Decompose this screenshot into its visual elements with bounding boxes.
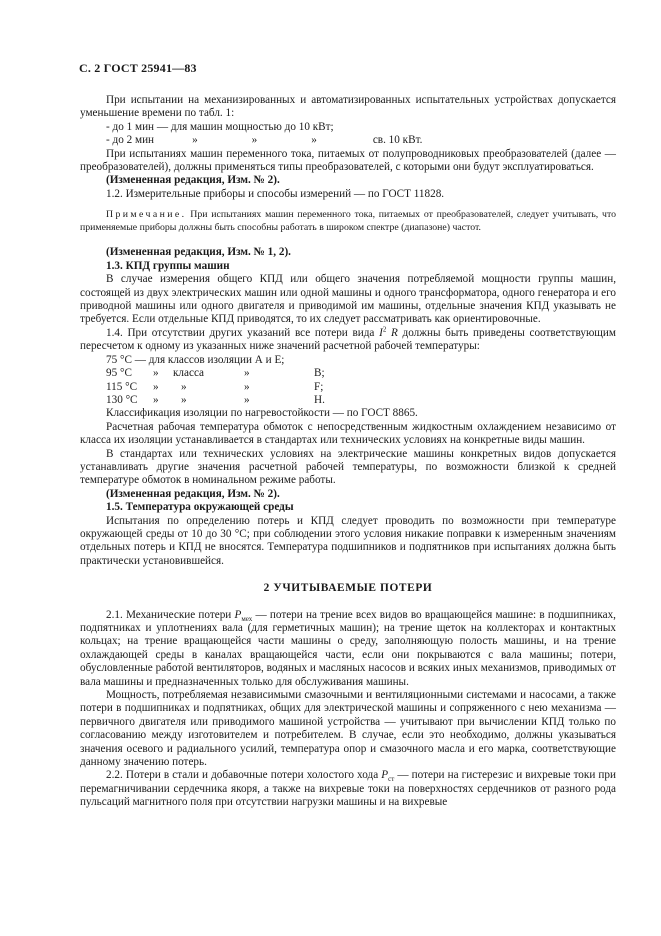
paragraph: Мощность, потребляемая независимыми смазочными и вентиляционными системами и насосами, а также потери в подшипниках и подпятниках, общих для электрической машины и сопряженного с нею механизма — первичного двигателя или приводимого машиной устройства — учитывают при вычислении КПД только по согласованию между изготовителем и потребителем. В случае, если это необходимо, должны указываться значения осевого и радиального усилий, температура опор и смазочного масла и его марка, соответствующие данному значению потерь. — [80, 689, 616, 769]
amendment-note: (Измененная редакция, Изм. № 1, 2). — [106, 246, 291, 259]
page-header: С. 2 ГОСТ 25941—83 — [79, 61, 197, 75]
document-body — [80, 94, 616, 810]
ditto-mark: » — [251, 134, 258, 147]
paragraph: Расчетная рабочая температура обмоток с непосредственным жидкостным охлаждением независимо от класса их изоляции устанавливается в стандартах или технических условиях на конкретные виды машин. — [80, 420, 616, 447]
ditto-mark: » — [311, 134, 317, 147]
paragraph: 2.2. Потери в стали и добавочные потери холостого хода $P_{ст}$ — потери на гистерезис и вихревые токи при перемагничивании сердечника якоря, а также на вихревые токи на поверхностях сердечников от разного рода пульсаций магнитного поля при отсутствии нагрузки машины и на вихревые — [80, 769, 616, 809]
table-row: 95 °С » класса » В; — [106, 367, 325, 380]
paragraph: При испытаниях машин переменного тока, питаемых от полупроводниковых преобразователей (далее — преобразователей), должны применяться типы преобразователей, с которыми они будут эксплуатироваться. — [80, 147, 616, 174]
note — [80, 209, 616, 234]
paragraph: 1.4. При отсутствии других указаний все потери вида $I^2$ R должны быть приведены соответствующим пересчетом к одному из указанных ниже значений расчетной рабочей температуры: — [80, 325, 616, 353]
paragraph: Испытания по определению потерь и КПД следует проводить по возможности при температуре окружающей среды от 10 до 30 °С; при соблюдении этого условия никакие поправки к измеренным значениям отдельных потерь и КПД не вносятся. Температура подшипников и подпятников при испытаниях должна быть практически установившейся. — [80, 514, 616, 567]
table-row: 130 °С » » » Н. — [106, 393, 325, 406]
paragraph: 2.1. Механические потери $P_{мех}$ — потери на трение всех видов во вращающейся машине: в подшипниках, подпятниках и уплотнениях вала (для герметичных машин); на трение щеток на коллекторах и контактных кольцах; на трение вращающейся части машины о среду, заполняющую полость машины, и на трение охлаждающей среды в каналах вращающейся части, если они покрываются с вала машины; потери, обусловленные работой вентиляторов, водяных и масляных насосов и всяких иных механизмов, приводимых от вала машины и предназначенных только для обслуживания машины. — [80, 608, 616, 688]
temperature-line: 75 °С — для классов изоляции А и Е; — [106, 353, 285, 366]
amendment-note: (Измененная редакция, Изм. № 2). — [106, 487, 280, 500]
paragraph: 1.2. Измерительные приборы и способы измерений — по ГОСТ 11828. — [106, 187, 445, 200]
list-item-text: - до 2 мин — [106, 134, 155, 147]
list-item: - до 1 мин — для машин мощностью до 10 кВт; — [106, 120, 334, 133]
paragraph: В стандартах или технических условиях на электрические машины конкретных видов допускается устанавливать другие значения расчетной рабочей температуры, по возможности близкой к средней температуре обмоток в номинальном режиме работы. — [80, 447, 616, 487]
table-row: 115 °С » » » F; — [106, 380, 324, 393]
list-item — [80, 134, 616, 147]
paragraph: Классификация изоляции по нагревостойкости — по ГОСТ 8865. — [106, 407, 418, 420]
chapter-title: 2 УЧИТЫВАЕМЫЕ ПОТЕРИ — [263, 582, 433, 595]
amendment-note: (Измененная редакция, Изм. № 2). — [106, 174, 280, 187]
paragraph: В случае измерения общего КПД или общего значения потребляемой мощности группы машин, состоящей из двух электрических машин или одной машины и одного трансформатора, одного генератора и его приводной машины или одного двигателя и приводимой им машины, отдельные значения КПД указывать не требуется. Если отдельные КПД приводятся, то их следует рассматривать как ориентировочные. — [80, 273, 616, 326]
section-heading: 1.5. Температура окружающей среды — [106, 501, 294, 514]
temperature-table — [106, 367, 325, 407]
note-label: Примечание. — [106, 209, 187, 221]
paragraph: При испытании на механизированных и автоматизированных испытательных устройствах допускается уменьшение времени по табл. 1: — [80, 94, 616, 120]
ditto-mark: » — [192, 134, 198, 147]
section-heading: 1.3. КПД группы машин — [106, 259, 230, 272]
note-text: При испытаниях машин переменного тока, питаемых от преобразователей, следует учитывать, что применяемые приборы должны быть способны работать в широком спектре (диапазоне) частот. — [80, 209, 616, 233]
list-item-text: св. 10 кВт. — [372, 134, 423, 147]
